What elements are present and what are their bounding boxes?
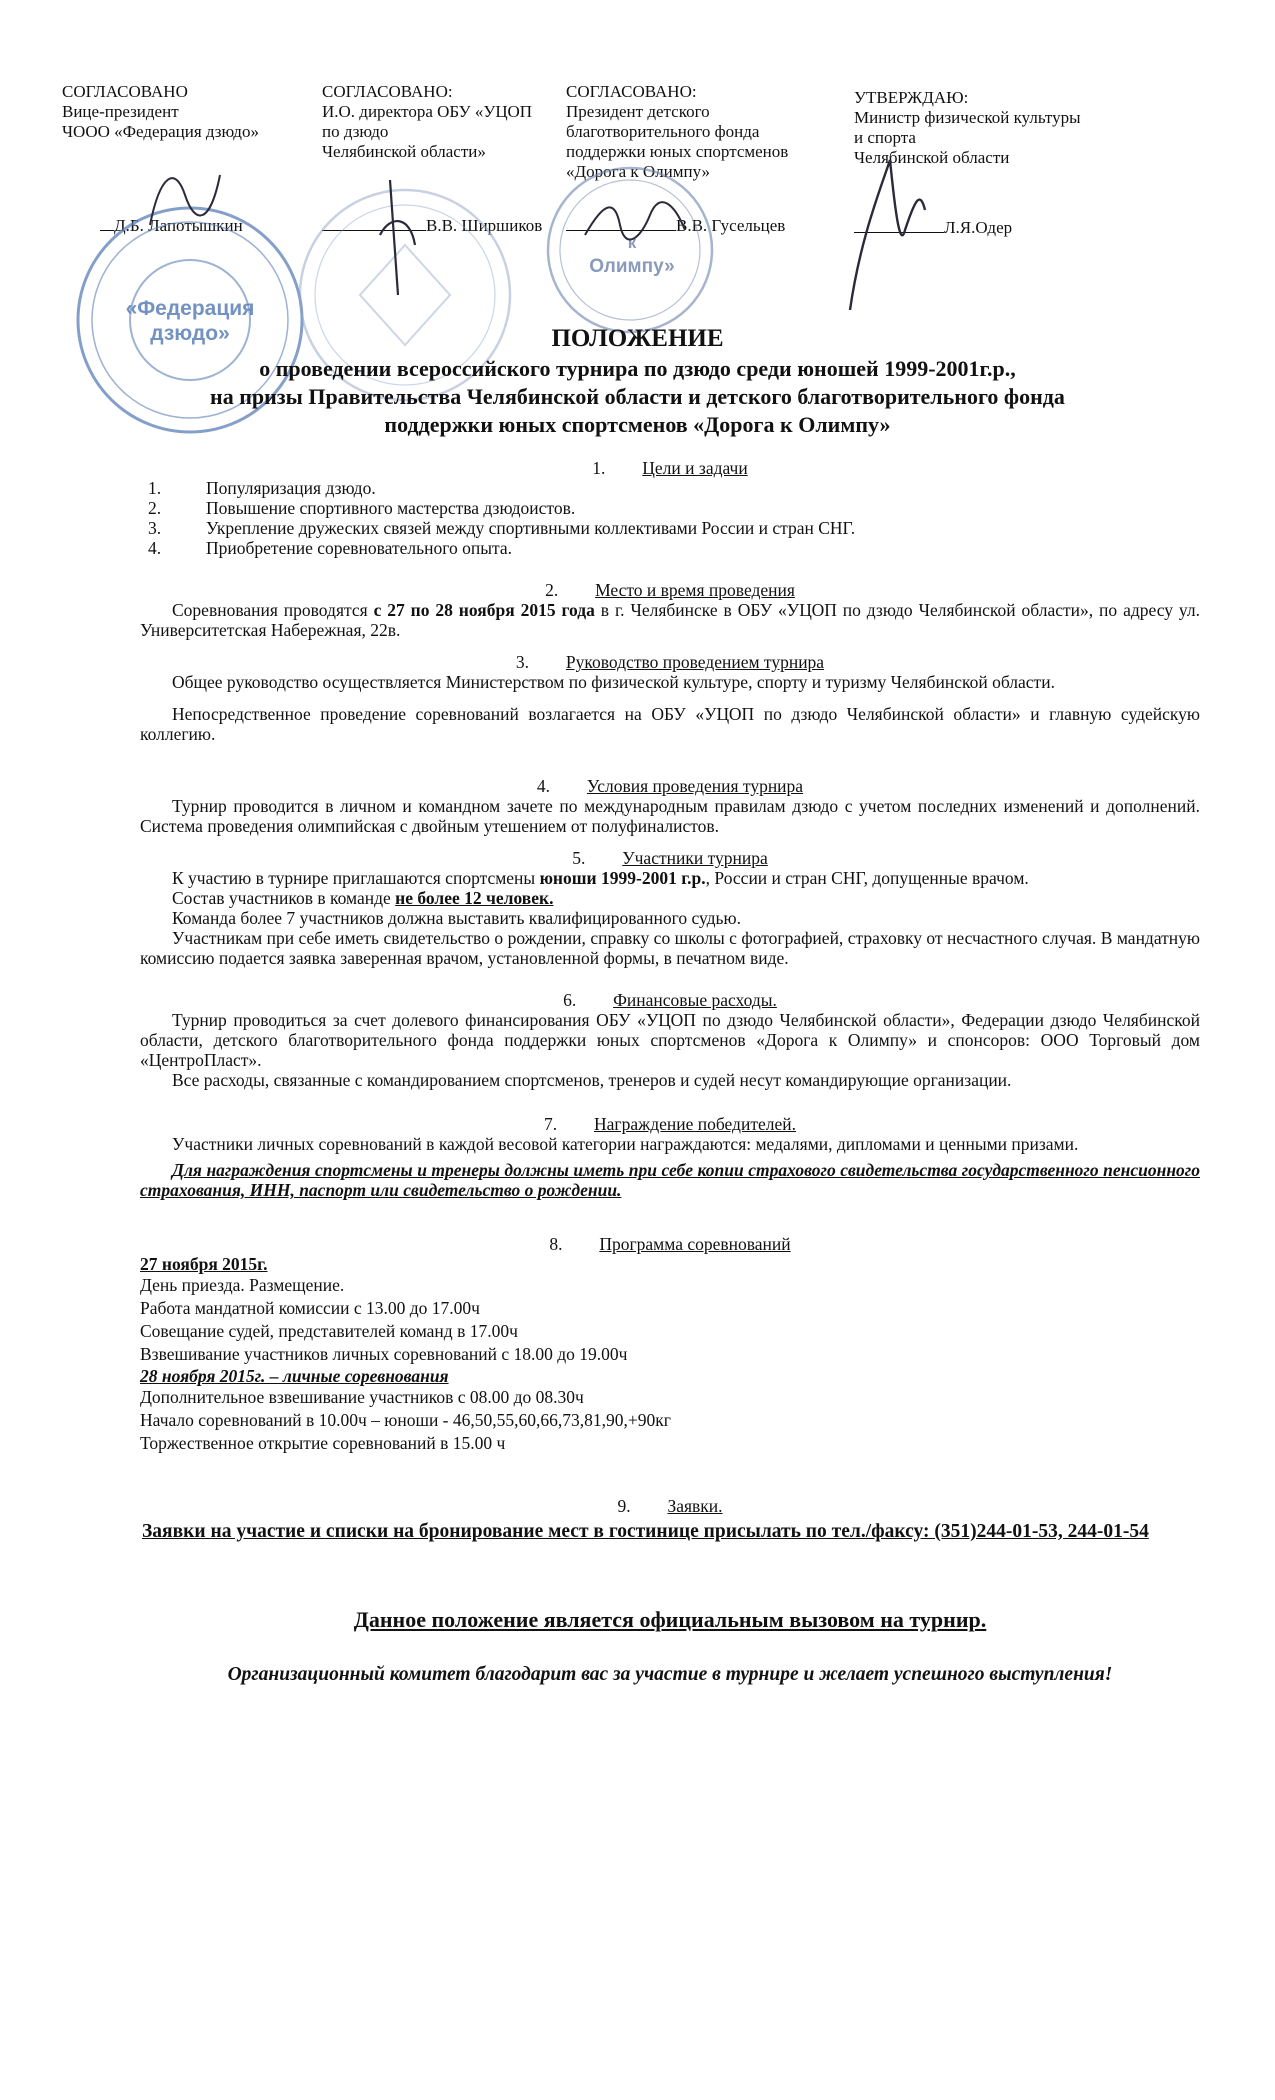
signature-icon — [360, 175, 430, 305]
program-date: 28 ноября 2015г. – личные соревнования — [140, 1366, 449, 1386]
section-heading: 7. Награждение победителей. — [544, 1114, 796, 1134]
stamp-text: Олимпу» — [589, 256, 675, 277]
list-item: 1. Популяризация дзюдо. — [148, 478, 376, 498]
section-conditions — [140, 776, 1200, 836]
section-heading: 2. Место и время проведения — [545, 580, 795, 600]
approval-line: Министр физической культуры — [854, 108, 1081, 127]
subtitle-line: поддержки юных спортсменов «Дорога к Олимпу» — [384, 412, 891, 437]
section-heading: 1. Цели и задачи — [592, 458, 748, 478]
section-heading: 6. Финансовые расходы. — [563, 990, 777, 1010]
program-item: Торжественное открытие соревнований в 15.00 ч — [140, 1433, 506, 1453]
paragraph: Турнир проводится в личном и командном зачете по международным правилам дзюдо с учетом последних изменений и дополнений. Система проведения олимпийская с двойным утешением от полуфиналистов. — [140, 796, 1200, 836]
thanks-note: Организационный комитет благодарит вас за участие в турнире и желает успешного выступления! — [227, 1664, 1113, 1685]
subtitle-line: на призы Правительства Челябинской области и детского благотворительного фонда — [210, 384, 1065, 409]
approval-line: поддержки юных спортсменов — [566, 142, 789, 161]
signature-icon — [140, 155, 230, 235]
approval-line: ЧООО «Федерация дзюдо» — [62, 122, 259, 141]
approval-federation — [62, 82, 259, 142]
approval-line: благотворительного фонда — [566, 122, 760, 141]
signer-fund: В.В. Гусельцев — [566, 216, 785, 236]
signature-icon — [830, 150, 940, 320]
official-call: Данное положение является официальным вызовом на турнир. — [353, 1607, 987, 1632]
document-title: ПОЛОЖЕНИЕ — [551, 325, 724, 352]
list-item: 2. Повышение спортивного мастерства дзюдоистов. — [148, 498, 576, 518]
program-item: Взвешивание участников личных соревнований с 18.00 до 19.00ч — [140, 1344, 628, 1364]
program-item: Работа мандатной комиссии с 13.00 до 17.00ч — [140, 1298, 480, 1318]
stamp-text: «Федерация — [125, 297, 255, 320]
list-item: 3. Укрепление дружеских связей между спортивными коллективами России и стран СНГ. — [148, 518, 856, 538]
signer-minister: Л.Я.Одер — [854, 218, 1012, 238]
applications-contact: Заявки на участие и списки на бронирование мест в гостинице присылать по тел./факсу: (351)244-01-53, 244-01-54 — [142, 1521, 1149, 1542]
section-heading: 9. Заявки. — [617, 1496, 723, 1516]
section-applications — [140, 1496, 1200, 1544]
subtitle-line: о проведении всероссийского турнира по дзюдо среди юношей 1999-2001г.р., — [259, 356, 1016, 381]
paragraph: Соревнования проводятся с 27 по 28 ноября 2015 года в г. Челябинске в ОБУ «УЦОП по дзюдо Челябинской области», по адресу ул. Университетская Набережная, 22в. — [140, 600, 1200, 640]
section-heading: 5. Участники турнира — [572, 848, 768, 868]
program-date: 27 ноября 2015г. — [140, 1254, 268, 1274]
section-finance — [140, 990, 1200, 1090]
approval-line: Челябинской области — [854, 148, 1010, 167]
program-item: День приезда. Размещение. — [140, 1275, 345, 1295]
section-heading: 8. Программа соревнований — [549, 1234, 791, 1254]
section-management — [140, 652, 1200, 744]
paragraph: Участникам при себе иметь свидетельство о рождении, справку со школы с фотографией, страховку от несчастного случая. В мандатную комиссию подается заявка заверенная врачом, установленной формы, в печатном виде. — [140, 928, 1200, 968]
section-goals — [140, 458, 1200, 558]
signer-uscop: В.В. Ширшиков — [322, 216, 542, 236]
fund-stamp-icon — [540, 160, 720, 340]
list-item: 4. Приобретение соревновательного опыта. — [148, 538, 512, 558]
approval-line: по дзюдо — [322, 122, 389, 141]
approval-line: И.О. директора ОБУ «УЦОП — [322, 102, 533, 121]
stamp-text: дзюдо» — [150, 322, 230, 345]
stamp-text: к — [627, 233, 637, 252]
approval-line: СОГЛАСОВАНО — [62, 82, 188, 101]
signer-federation: Д.Б. Лапотышкин — [100, 216, 243, 236]
approval-line: и спорта — [854, 128, 916, 147]
signature-icon — [580, 195, 690, 245]
paragraph: Общее руководство осуществляется Министерством по физической культуре, спорту и туризму Челябинской области. — [172, 672, 1055, 692]
approval-line: СОГЛАСОВАНО: — [322, 82, 453, 101]
approval-line: «Дорога к Олимпу» — [566, 162, 711, 181]
approval-line: Челябинской области» — [322, 142, 486, 161]
paragraph-emphasis: Для награждения спортсмены и тренеры должны иметь при себе копии страхового свидетельства государственного пенсионного страхования, ИНН, паспорт или свидетельство о рождении. — [140, 1160, 1200, 1200]
paragraph: Участники личных соревнований в каждой весовой категории награждаются: медалями, дипломами и ценными призами. — [172, 1134, 1079, 1154]
section-program — [140, 1234, 1200, 1455]
paragraph: Состав участников в команде не более 12 человек. — [172, 888, 554, 908]
approval-line: УТВЕРЖДАЮ: — [854, 88, 969, 107]
program-item: Начало соревнований в 10.00ч – юноши - 46,50,55,60,66,73,81,90,+90кг — [140, 1410, 671, 1430]
section-place-time — [140, 580, 1200, 640]
section-participants — [140, 848, 1200, 968]
paragraph: Команда более 7 участников должна выставить квалифицированного судью. — [172, 908, 741, 928]
paragraph: Все расходы, связанные с командированием спортсменов, тренеров и судей несут командирующие организации. — [172, 1070, 1012, 1090]
program-day-2 — [140, 1366, 1200, 1455]
approval-line: СОГЛАСОВАНО: — [566, 82, 697, 101]
document-subtitle — [0, 355, 1275, 439]
section-heading: 3. Руководство проведением турнира — [515, 652, 825, 672]
program-item: Дополнительное взвешивание участников с 08.00 до 08.30ч — [140, 1387, 584, 1407]
approval-line: Вице-президент — [62, 102, 179, 121]
approval-uscop — [322, 82, 532, 162]
paragraph: Турнир проводиться за счет долевого финансирования ОБУ «УЦОП по дзюдо Челябинской области», Федерации дзюдо Челябинской области, детского благотворительного фонда поддержки юных спортсменов «Дорога к Олимпу» и спонсоров: ООО Торговый дом «ЦентроПласт». — [140, 1010, 1200, 1070]
paragraph: Непосредственное проведение соревнований возлагается на ОБУ «УЦОП по дзюдо Челябинской области» и главную судейскую коллегию. — [140, 704, 1200, 744]
paragraph: К участию в турнире приглашаются спортсмены юноши 1999-2001 г.р., России и стран СНГ, допущенные врачом. — [172, 868, 1029, 888]
section-awards — [140, 1114, 1200, 1200]
approval-line: Президент детского — [566, 102, 710, 121]
program-item: Совещание судей, представителей команд в 17.00ч — [140, 1321, 518, 1341]
program-day-1 — [140, 1254, 1200, 1366]
section-heading: 4. Условия проведения турнира — [536, 776, 804, 796]
